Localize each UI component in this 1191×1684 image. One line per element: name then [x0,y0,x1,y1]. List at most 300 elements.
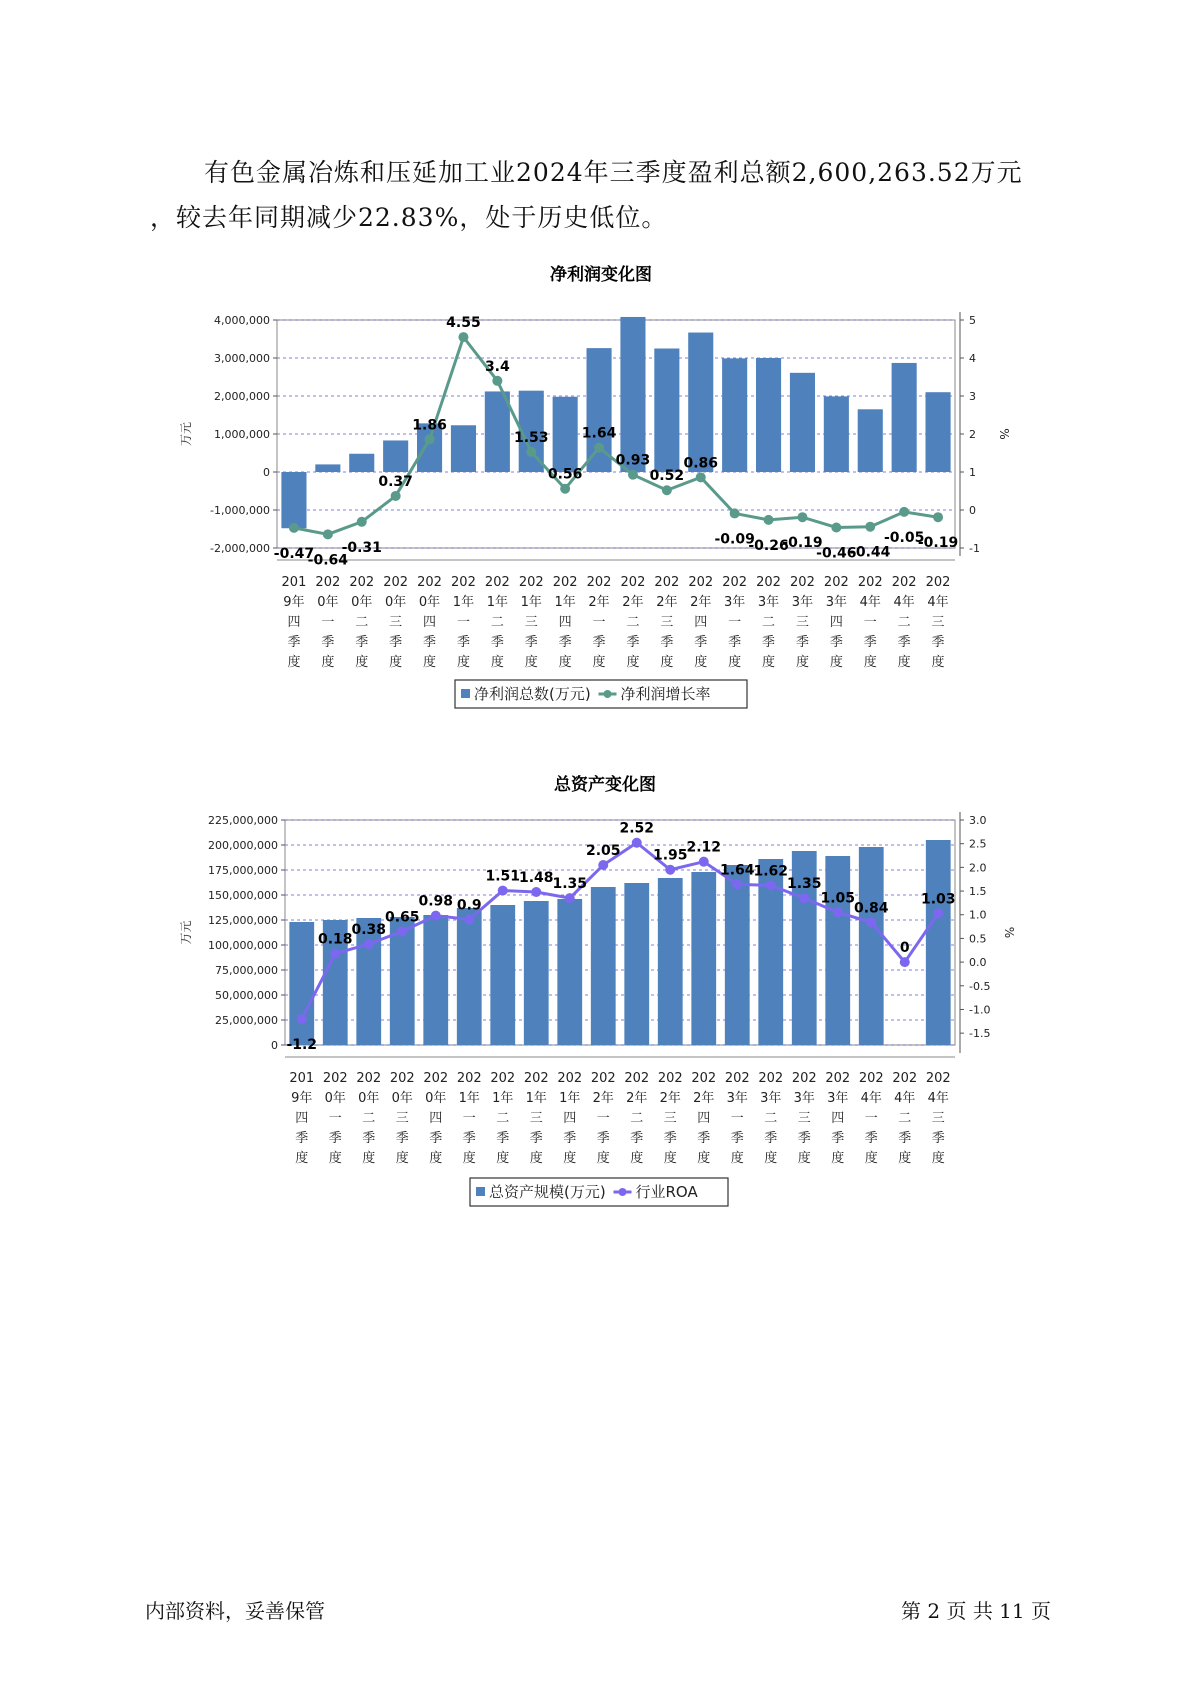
x-tick-label: 度 [630,1151,644,1166]
x-tick-label: 201 [281,575,307,590]
data-label: 1.48 [518,870,554,886]
line-point [730,508,740,518]
x-tick-label: 度 [898,1151,912,1166]
footer-page-number: 第 2 页 共 11 页 [901,1599,1051,1623]
summary-paragraph [150,150,1050,240]
y-tick-label: 4,000,000 [214,314,270,327]
legend-line-marker [604,690,612,698]
x-tick-label: 四 [295,1111,309,1126]
x-tick-label: 4年 [893,595,915,610]
x-tick-label: 202 [490,1071,516,1086]
x-tick-label: 四 [563,1111,577,1126]
x-tick-label: 202 [724,1071,750,1086]
x-tick-label: 三 [389,615,403,630]
line-point [323,529,333,539]
x-tick-label: 0年 [351,595,373,610]
x-tick-label: 202 [790,575,815,590]
bar [658,878,683,1045]
x-tick-label: 度 [730,1151,744,1166]
x-tick-label: 度 [524,655,538,670]
y2-tick-label: -1 [969,542,980,555]
y-tick-label: 125,000,000 [208,914,278,927]
x-tick-label: 202 [791,1071,817,1086]
data-label: 0.18 [317,931,353,948]
x-tick-label: 202 [620,575,646,590]
x-tick-label: 3年 [726,1091,748,1106]
y2-tick-label: -1.0 [969,1003,991,1017]
x-tick-label: 季 [730,1131,744,1146]
bar [926,392,951,472]
x-tick-label: 度 [321,655,335,670]
x-tick-label: 0年 [317,595,339,610]
x-tick-label: 四 [831,1111,845,1126]
data-label: 0.52 [649,468,685,485]
y-tick-label: 75,000,000 [215,964,278,977]
y2-tick-label: 0.5 [969,932,987,946]
x-tick-label: 季 [529,1131,543,1146]
bar [457,908,482,1045]
x-tick-label: 2年 [693,1091,715,1106]
x-tick-label: 二 [762,615,776,630]
x-tick-label: 3年 [825,595,847,610]
y2-tick-label: 0 [969,504,976,517]
line-point [391,491,401,501]
data-label: 1.53 [513,429,549,446]
x-tick-label: 三 [931,1111,945,1126]
x-tick-label: 202 [484,575,510,590]
x-tick-label: 202 [825,1071,851,1086]
x-tick-label: 季 [694,635,708,650]
x-tick-label: 度 [764,1151,778,1166]
x-tick-label: 度 [423,655,437,670]
x-tick-label: 202 [758,1071,784,1086]
x-tick-label: 202 [657,1071,683,1086]
x-tick-label: 季 [660,635,674,650]
line-point [831,522,841,532]
x-tick-label: 度 [728,655,742,670]
x-tick-label: 季 [355,635,369,650]
data-label: 0.9 [456,897,482,914]
x-tick-label: 季 [524,635,538,650]
y2-tick-label: 5 [969,314,976,327]
x-tick-label: 三 [797,1111,811,1126]
x-tick-label: 度 [592,655,606,670]
data-label: -0.31 [341,539,382,556]
line-point [397,926,407,936]
x-tick-label: 202 [688,575,714,590]
legend-bar-swatch [461,689,470,698]
x-tick-label: 四 [558,615,572,630]
x-tick-label: 1年 [452,595,475,610]
x-tick-label: 202 [389,1071,415,1086]
y-tick-label: -1,000,000 [210,504,270,517]
x-tick-label: 2年 [690,595,712,610]
x-tick-label: 度 [864,1151,878,1166]
x-tick-label: 度 [663,1151,677,1166]
line-point [632,838,642,848]
x-tick-label: 度 [697,1151,711,1166]
y2-tick-label: -0.5 [969,979,991,993]
x-tick-label: 季 [697,1131,711,1146]
x-tick-label: 0年 [358,1091,380,1106]
bar [825,856,850,1045]
x-tick-label: 季 [898,1131,912,1146]
x-tick-label: 季 [663,1131,677,1146]
x-tick-label: 度 [389,655,403,670]
x-tick-label: 1年 [525,1091,547,1106]
data-label: 1.86 [412,417,447,434]
y-tick-label: 1,000,000 [214,428,270,441]
x-tick-label: 202 [322,1071,348,1086]
x-tick-label: 度 [429,1151,443,1166]
line-point [799,893,809,903]
x-tick-label: 202 [523,1071,549,1086]
y2-tick-label: 2.0 [969,861,987,875]
x-tick-label: 202 [891,575,917,590]
bar [688,333,713,472]
line-point [899,507,909,517]
x-tick-label: 1年 [520,595,542,610]
x-tick-label: 度 [295,1151,309,1166]
data-label: 0.56 [547,466,583,483]
x-tick-label: 1年 [559,1091,581,1106]
x-tick-label: 度 [490,655,504,670]
x-tick-label: 季 [287,635,301,650]
x-tick-label: 度 [831,1151,845,1166]
y-tick-label: 0 [263,466,270,479]
data-label: 2.12 [686,839,722,856]
x-tick-label: 202 [518,575,544,590]
x-tick-label: 0年 [324,1091,346,1106]
line-point [330,949,340,959]
x-tick-label: 二 [626,615,640,630]
data-label: 2.52 [619,820,655,837]
bar [553,397,578,472]
x-tick-label: 季 [429,1131,443,1146]
x-tick-label: 4年 [860,1091,882,1106]
x-tick-label: 度 [762,655,776,670]
x-tick-label: 3年 [724,595,746,610]
y-axis-title: 万元 [179,920,193,945]
x-tick-label: 202 [451,575,476,590]
data-label: 1.62 [753,863,789,880]
x-tick-label: 202 [383,575,409,590]
x-tick-label: 0年 [391,1091,413,1106]
x-tick-label: 202 [356,1071,382,1086]
x-tick-label: 季 [764,1131,778,1146]
data-label: 0.37 [378,473,413,490]
line-point [464,914,474,924]
x-tick-label: 度 [660,655,674,670]
line-point [833,907,843,917]
line-point [594,443,604,453]
y-tick-label: 50,000,000 [215,989,278,1002]
x-tick-label: 1年 [486,595,508,610]
legend-line-label: 净利润增长率 [620,685,711,703]
legend [470,1178,728,1206]
data-label: 1.35 [552,876,588,893]
bar [725,865,750,1045]
x-tick-label: 0年 [418,595,441,610]
bar [926,840,951,1045]
data-label: 0.65 [384,909,420,926]
data-label: -0.26 [748,537,789,554]
line-point [598,860,608,870]
x-tick-label: 0年 [425,1091,447,1106]
data-label: 3.4 [484,358,510,375]
x-tick-label: 季 [490,635,504,650]
x-tick-label: 202 [417,575,442,590]
data-label: 1.51 [485,868,521,885]
line-point [565,893,575,903]
x-tick-label: 三 [663,1111,677,1126]
x-tick-label: 季 [931,1131,945,1146]
line-point [526,447,536,457]
x-tick-label: 季 [797,1131,811,1146]
total-assets-chart [0,760,1191,1230]
summary-line-1: 有色金属冶炼和压延加工业2024年三季度盈利总额2,600,263.52万元 [204,158,1023,187]
chart-title: 净利润变化图 [550,265,652,285]
bar [451,425,476,472]
x-tick-label: 9年 [283,595,305,610]
x-tick-label: 季 [496,1131,510,1146]
data-label: -0.64 [307,552,349,569]
bar [790,373,815,472]
legend-bar-swatch [476,1187,485,1196]
x-tick-label: 季 [630,1131,644,1146]
bar [383,440,408,472]
data-label: -0.05 [883,529,925,546]
x-tick-label: 202 [315,575,341,590]
x-tick-label: 一 [864,1111,878,1126]
bar [423,915,448,1045]
line-point [764,515,774,525]
data-label: -0.19 [782,535,823,552]
bar [654,349,679,473]
line-point [364,939,374,949]
line-point [628,470,638,480]
x-tick-label: 三 [660,615,674,630]
x-tick-label: 季 [423,635,437,650]
x-tick-label: 202 [858,1071,884,1086]
y-tick-label: 100,000,000 [208,939,278,952]
bar [892,363,917,472]
bar [591,887,616,1045]
data-label: 0.38 [351,922,387,939]
x-tick-label: 一 [456,615,470,630]
x-tick-label: 202 [925,1071,951,1086]
line-point [665,865,675,875]
x-tick-label: 一 [592,615,606,630]
data-label: 1.95 [652,847,688,864]
x-tick-label: 202 [552,575,578,590]
x-tick-label: 度 [829,655,843,670]
data-label: -1.2 [286,1036,318,1053]
x-tick-label: 2年 [592,1091,614,1106]
y2-tick-label: 0.0 [969,956,987,970]
x-tick-label: 季 [762,635,776,650]
x-tick-label: 202 [456,1071,482,1086]
x-tick-label: 度 [462,1151,476,1166]
x-tick-label: 度 [596,1151,610,1166]
x-tick-label: 一 [462,1111,476,1126]
x-tick-label: 1年 [554,595,576,610]
x-tick-label: 二 [490,615,504,630]
bar [624,883,649,1045]
x-tick-label: 202 [624,1071,650,1086]
x-tick-label: 季 [863,635,877,650]
x-tick-label: 季 [626,635,640,650]
x-tick-label: 一 [321,615,335,630]
data-label: 0.93 [615,452,651,469]
x-tick-label: 4年 [927,1091,949,1106]
line-point [357,517,367,527]
y-tick-label: 25,000,000 [215,1014,278,1027]
x-tick-label: 202 [654,575,680,590]
x-tick-label: 季 [931,635,945,650]
x-tick-label: 202 [349,575,375,590]
data-label: 1.64 [719,862,755,879]
y2-tick-label: 1.0 [969,908,987,922]
x-tick-label: 四 [829,615,843,630]
net-profit-chart-svg [0,250,1191,720]
data-label: 0.84 [853,900,889,917]
x-tick-label: 度 [863,655,877,670]
x-tick-label: 201 [289,1071,315,1086]
x-tick-label: 季 [362,1131,376,1146]
bar [858,409,883,472]
x-tick-label: 二 [897,615,911,630]
x-tick-label: 度 [496,1151,510,1166]
x-tick-label: 度 [529,1151,543,1166]
x-tick-label: 二 [898,1111,912,1126]
bar [859,847,884,1045]
data-label: 1.05 [820,890,856,907]
line-point [766,880,776,890]
x-tick-label: 四 [694,615,708,630]
x-tick-label: 202 [756,575,781,590]
x-tick-label: 度 [563,1151,577,1166]
x-tick-label: 度 [395,1151,409,1166]
data-label: 0 [899,940,910,957]
bar [691,872,716,1045]
x-tick-label: 季 [456,635,470,650]
bar [620,317,645,472]
y2-tick-label: 2.5 [969,837,987,851]
line-point [933,512,943,522]
x-tick-label: 季 [462,1131,476,1146]
x-tick-label: 季 [592,635,606,650]
x-tick-label: 202 [823,575,849,590]
x-tick-label: 度 [931,1151,945,1166]
x-tick-label: 202 [590,1071,616,1086]
total-assets-chart-svg [0,760,1191,1230]
x-tick-label: 季 [328,1131,342,1146]
x-tick-label: 度 [897,655,911,670]
bar [524,901,549,1045]
x-tick-label: 度 [931,655,945,670]
y2-tick-label: 2 [969,428,976,441]
bar [281,472,306,528]
data-label: 1.64 [581,425,617,442]
legend [455,680,747,708]
y-tick-label: 200,000,000 [208,839,278,852]
x-tick-label: 202 [892,1071,918,1086]
x-tick-label: 202 [586,575,612,590]
line-point [458,332,468,342]
data-label: -0.47 [273,545,315,562]
x-tick-label: 1年 [458,1091,480,1106]
x-tick-label: 0年 [385,595,407,610]
x-tick-label: 2年 [588,595,610,610]
x-tick-label: 季 [596,1131,610,1146]
y-tick-label: -2,000,000 [210,542,270,555]
x-tick-label: 季 [558,635,572,650]
x-tick-label: 二 [496,1111,510,1126]
line-point [933,908,943,918]
legend-bar-label: 总资产规模(万元) [489,1183,606,1201]
y-tick-label: 3,000,000 [214,352,270,365]
x-tick-label: 度 [797,1151,811,1166]
y2-tick-label: 1 [969,466,976,479]
x-tick-label: 202 [557,1071,583,1086]
x-tick-label: 二 [764,1111,778,1126]
bar [289,922,314,1045]
line-point [866,917,876,927]
line-point [696,472,706,482]
x-tick-label: 1年 [492,1091,514,1106]
data-label: 2.05 [585,843,621,859]
x-tick-label: 4年 [927,595,949,610]
y-tick-label: 175,000,000 [208,864,278,877]
x-tick-label: 三 [931,615,945,630]
x-tick-label: 4年 [894,1091,916,1106]
x-tick-label: 四 [423,615,437,630]
bar [756,358,781,472]
x-tick-label: 2年 [656,595,678,610]
data-label: 1.35 [786,876,822,893]
x-tick-label: 202 [722,575,748,590]
data-label: 0.86 [683,455,719,472]
line-point [492,376,502,386]
data-label: 4.55 [446,315,481,332]
x-tick-label: 季 [389,635,403,650]
x-tick-label: 度 [558,655,572,670]
x-tick-label: 度 [328,1151,342,1166]
data-label: -0.19 [917,535,959,552]
x-tick-label: 二 [355,615,369,630]
x-tick-label: 四 [429,1111,443,1126]
x-tick-label: 度 [362,1151,376,1166]
line-point [662,485,672,495]
x-tick-label: 2年 [622,595,644,610]
x-tick-label: 202 [423,1071,449,1086]
x-tick-label: 2年 [626,1091,648,1106]
legend-bar-label: 净利润总数(万元) [474,685,591,703]
bar [315,464,340,472]
x-tick-label: 季 [795,635,809,650]
data-label: 0.98 [418,893,454,910]
x-tick-label: 季 [728,635,742,650]
data-label: -0.44 [850,544,891,561]
x-tick-label: 季 [864,1131,878,1146]
bar [490,905,515,1045]
data-label: -0.46 [816,545,857,562]
x-tick-label: 二 [362,1111,376,1126]
x-tick-label: 3年 [757,595,780,610]
y2-tick-label: -1.5 [969,1027,991,1041]
legend-line-marker [619,1188,627,1196]
